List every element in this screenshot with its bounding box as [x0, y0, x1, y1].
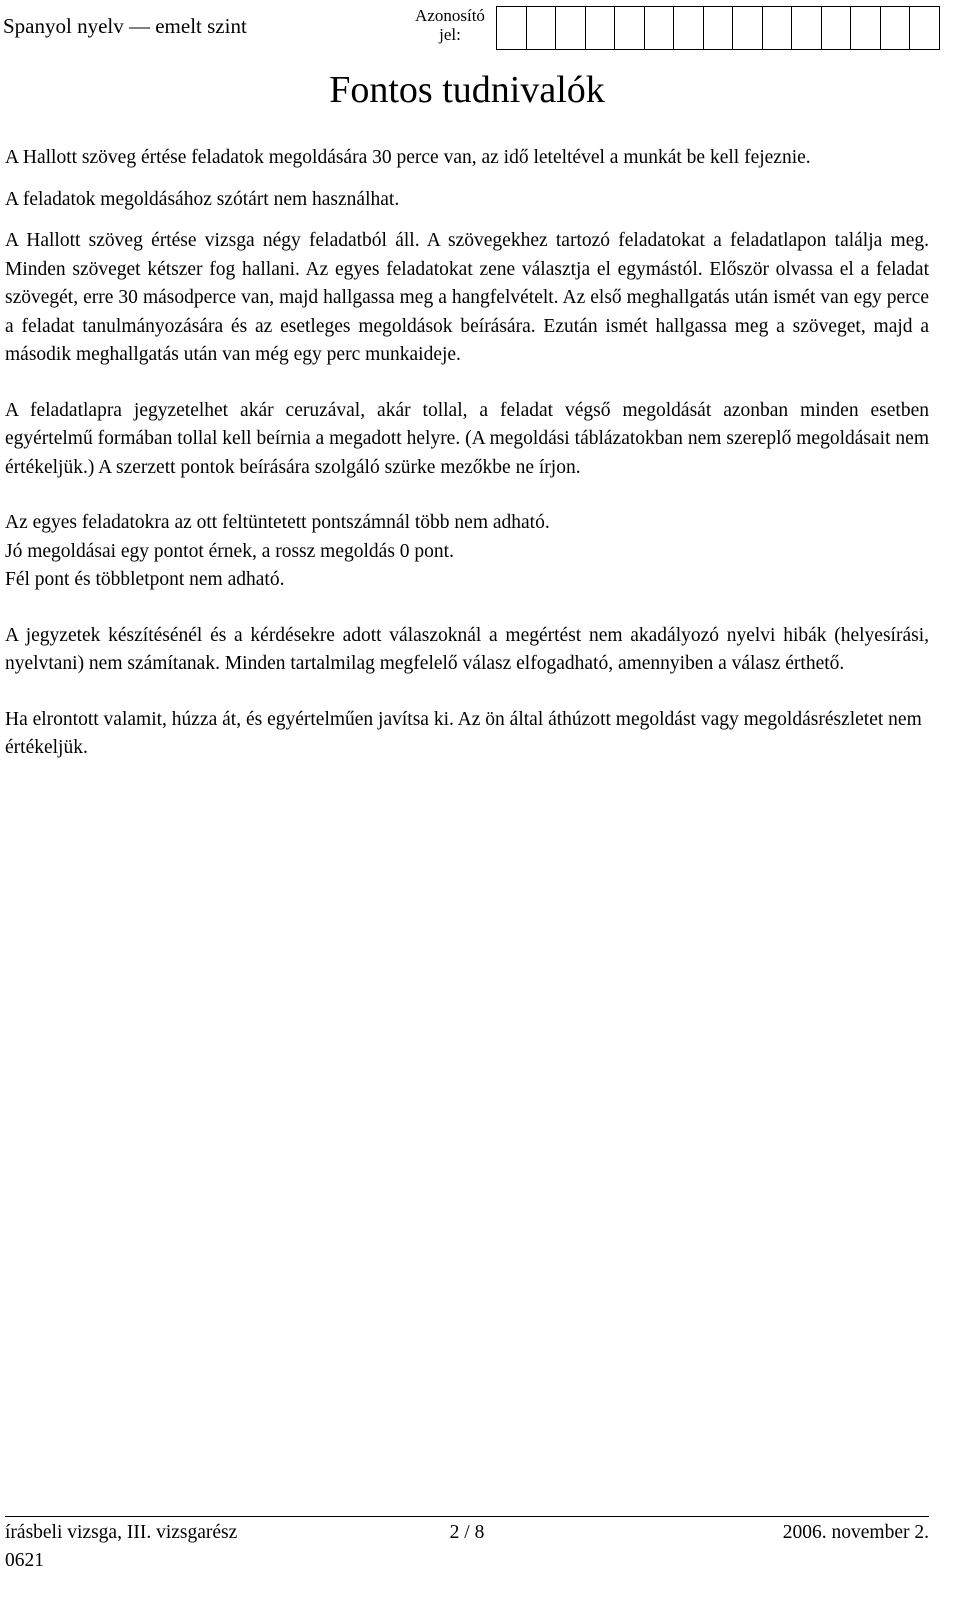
instruction-paragraph-structure: A Hallott szöveg értése vizsga négy feladatból áll. A szövegekhez tartozó feladatokat a feladatlapon találja meg. Minden szöveget kétszer fog hallani. Az egyes feladatokat zene választja el egymástól. Először olvassa el a feladat szövegét, erre 30 másodperce van, majd hallgassa meg a hangfelvételt. Az első meghallgatás után ismét van egy perce a feladat tanulmányozására és az esetleges megoldások beírására. Ezután ismét hallgassa meg a szöveget, majd a második meghallgatás után van még egy perc munkaideje.	[5, 230, 929, 365]
instructions-body	[5, 144, 929, 763]
page-title: Fontos tudnivalók	[329, 69, 605, 111]
id-box[interactable]	[645, 6, 675, 50]
instruction-paragraph-max-points: Az egyes feladatokra az ott feltüntetett pontszámnál több nem adható.	[5, 512, 550, 533]
id-box[interactable]	[851, 6, 881, 50]
instruction-paragraph-dictionary: A feladatok megoldásához szótárt nem használhat.	[5, 188, 400, 210]
id-label	[410, 6, 490, 44]
instruction-paragraph-scoring: Jó megoldásai egy pontot érnek, a rossz megoldás 0 pont.	[5, 540, 454, 562]
id-box[interactable]	[881, 6, 911, 50]
footer-divider	[5, 1516, 929, 1517]
instruction-paragraph-errors: A jegyzetek készítésénél és a kérdésekre adott válaszoknál a megértést nem akadályozó nyelvi hibák (helyesírási, nyelvtani) nem számítanak. Minden tartalmilag megfelelő válasz elfogadható, amennyiben a válasz érthető.	[5, 624, 929, 674]
footer-date: 2006. november 2.	[782, 1522, 929, 1543]
footer-page-number: 2 / 8	[449, 1522, 485, 1543]
header-subject: Spanyol nyelv — emelt szint	[3, 14, 247, 38]
id-box[interactable]	[733, 6, 763, 50]
id-label-line1: Azonosító	[415, 6, 485, 25]
id-box[interactable]	[704, 6, 734, 50]
id-box[interactable]	[556, 6, 586, 50]
id-box[interactable]	[822, 6, 852, 50]
instruction-paragraph-corrections: Ha elrontott valamit, húzza át, és egyértelműen javítsa ki. Az ön által áthúzott megoldást vagy megoldásrészletet nem értékeljük.	[5, 708, 922, 758]
id-box[interactable]	[674, 6, 704, 50]
id-box[interactable]	[910, 6, 940, 50]
footer-code: 0621	[5, 1550, 44, 1571]
instruction-paragraph-time: A Hallott szöveg értése feladatok megoldására 30 perce van, az idő leteltével a munkát be kell fejeznie.	[5, 147, 811, 168]
instruction-paragraph-notes: A feladatlapra jegyzetelhet akár ceruzával, akár tollal, a feladat végső megoldását azonban minden esetben egyértelmű formában tollal kell beírnia a megadott helyre. (A megoldási táblázatokban nem szereplő megoldásait nem értékeljük.) A szerzett pontok beírására szolgáló szürke mezőkbe ne írjon.	[5, 399, 929, 478]
id-label-line2: jel:	[439, 25, 461, 44]
id-box[interactable]	[586, 6, 616, 50]
id-box[interactable]	[792, 6, 822, 50]
id-box[interactable]	[497, 6, 527, 50]
id-box-row	[496, 6, 940, 50]
instruction-paragraph-no-half-points: Fél pont és többletpont nem adható.	[5, 569, 285, 590]
id-box[interactable]	[615, 6, 645, 50]
footer-exam-part: írásbeli vizsga, III. vizsgarész	[5, 1522, 238, 1543]
id-box[interactable]	[763, 6, 793, 50]
id-box[interactable]	[527, 6, 557, 50]
